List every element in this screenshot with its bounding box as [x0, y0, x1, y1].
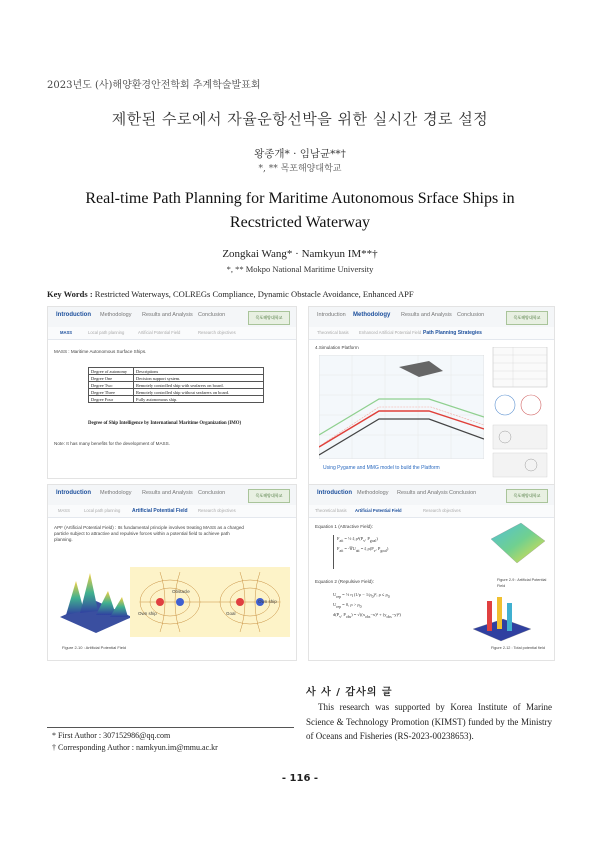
- nav-conclusion: Conclusion: [198, 312, 226, 318]
- nav-introduction: Introduction: [56, 312, 91, 318]
- keywords-label: Key Words :: [47, 289, 93, 299]
- footnote-first-author: * First Author : 307152986@qq.com: [52, 731, 171, 740]
- nav-introduction: Introduction: [56, 490, 91, 496]
- subnav-item: Path Planning Strategies: [423, 330, 482, 336]
- nav-methodology: Methodology: [357, 490, 389, 496]
- subnav-item: Artificial Potential Field: [138, 330, 181, 335]
- slide-apf: [47, 484, 297, 661]
- simulation-map: [319, 355, 484, 459]
- korean-title: 제한된 수로에서 자율운항선박을 위한 실시간 경로 설정: [111, 110, 489, 128]
- table-cell: Fully autonomous ship.: [134, 396, 264, 403]
- subnav-item: Local path planning: [88, 330, 125, 335]
- table-cell: Decision support system.: [134, 375, 264, 382]
- potential-field-3d: [56, 561, 136, 641]
- subnav-item: Artificial Potential Field: [132, 508, 188, 514]
- table-row: [89, 389, 264, 396]
- slide-simulation: [308, 306, 555, 486]
- slide-nav: [48, 307, 296, 328]
- subnav-item: Artificial Potential Field: [355, 508, 402, 513]
- nav-results: Results and Analysis: [397, 490, 448, 496]
- equation-2-label: Equation 2 (Repulsive Field):: [315, 579, 374, 584]
- total-field-plot: [469, 589, 535, 643]
- slide-nav: [309, 485, 554, 506]
- figure-caption-2: Figure 2-12 : Total potential field: [491, 646, 545, 650]
- label-obstacle: Obstacle: [172, 589, 190, 594]
- nav-conclusion: Conclusion: [457, 312, 485, 318]
- equation-1: $F_{att}$ = ½ ξ $\rho^2(P_v$, $P_{goal}$) $F_{att} = -\nabla U_{att} = \xi$ $\rho(P_v$, $P_{goal}$): [333, 535, 447, 569]
- slide-heading: 4.Simulation Platform: [315, 345, 359, 350]
- slide-equations: [308, 484, 555, 661]
- slide-nav: [309, 307, 554, 328]
- subnav-item: MASS: [58, 508, 70, 513]
- label-own-ship: Own ship: [138, 611, 157, 616]
- apf-description: APF (Artificial Potential Field) : Its fundamental principle involves treating MASS as a charged particle subject to attractive and repulsive forces within a potential field to achieve path planning.: [54, 525, 244, 543]
- equation-2: $U_{rep}$ = ½ η $(1/\rho - 1/\rho_0)^2$, $\rho \le \rho_0$ $U_{rep} = 0$, $\rho > \rho_0$ $d(P_v$, $P_{obs}) = √((x_{obs}-x)^2 + (y_{obs}-y)^2)$: [333, 592, 401, 619]
- subnav-item: Local path planning: [84, 508, 121, 513]
- subnav-item: Theoretical basis: [317, 330, 349, 335]
- footnote-divider: [47, 727, 294, 728]
- nav-results: Results and Analysis: [142, 312, 193, 318]
- nav-results: Results and Analysis: [401, 312, 452, 318]
- nav-conclusion: Conclusion: [449, 490, 477, 496]
- english-title: Real-time Path Planning for Maritime Autonomous Srface Ships in Recstricted Waterway: [85, 190, 515, 231]
- university-logo: 목포해양대학교: [506, 489, 548, 503]
- figure-caption-1: Figure 2-9 : Artificial Potential Field: [497, 578, 547, 589]
- table-header: Descriptions: [134, 368, 264, 375]
- keywords: [47, 289, 414, 299]
- nav-introduction: Introduction: [317, 312, 346, 318]
- label-own-ship-2: Own ship: [258, 599, 277, 604]
- acknowledgement-body: This research was supported by Korea Institute of Marine Science & Technology Promotion (KIMST) funded by the Ministry of Oceans and Fisheries (RS-2023-00238653).: [306, 702, 552, 741]
- slide-subnav: [48, 505, 296, 518]
- slide-note: Note: It has many benefits for the development of MASS.: [54, 441, 170, 446]
- page-number: - 116 -: [281, 773, 319, 784]
- table-cell: Remotely controlled ship without seafarers on board.: [134, 389, 264, 396]
- table-cell: Degree One: [89, 375, 134, 382]
- nav-methodology: Methodology: [353, 312, 391, 318]
- table-row: [89, 382, 264, 389]
- slide-heading: MASS : Maritime Autonomous Surface Ships.: [54, 349, 147, 354]
- slide-nav: [48, 485, 296, 506]
- subnav-item: Research objectives: [423, 508, 461, 513]
- table-header: Degree of autonomy: [89, 368, 134, 375]
- table-row: [89, 375, 264, 382]
- subnav-item: Enhanced Artificial Potential Field: [359, 330, 422, 335]
- table-cell: Remotely controlled ship with seafarers on board.: [134, 382, 264, 389]
- autonomy-table: [88, 367, 264, 403]
- attractive-surface-plot: [487, 519, 549, 577]
- english-authors: Zongkai Wang* · Namkyun IM**†: [222, 248, 378, 260]
- own-ship-marker: [156, 598, 164, 606]
- slide-subnav: [48, 327, 296, 340]
- korean-affiliation: *, ** 목포해양대학교: [258, 164, 342, 174]
- acknowledgement-title: 사 사 / 감사의 글: [306, 687, 393, 698]
- subnav-item: Theoretical basis: [315, 508, 347, 513]
- obstacle-marker: [176, 598, 184, 606]
- nav-methodology: Methodology: [100, 490, 132, 496]
- subnav-item: Research objectives: [198, 508, 236, 513]
- nav-introduction: Introduction: [317, 490, 352, 496]
- figure-caption: Figure 2-10 : Artificial Potential Field: [62, 645, 127, 650]
- nav-results: Results and Analysis: [142, 490, 193, 496]
- slide-subnav: [309, 327, 554, 340]
- goal-marker: [236, 598, 244, 606]
- slide-mass: [47, 306, 297, 479]
- conference-header: 2023년도 (사)해양환경안전학회 추계학술발표회: [47, 80, 261, 91]
- table-row: [89, 396, 264, 403]
- nav-conclusion: Conclusion: [198, 490, 226, 496]
- table-caption: Degree of Ship Intelligence by International Maritime Organization (IMO): [88, 421, 242, 426]
- slide-subnav: [309, 505, 554, 518]
- label-goal: Goal: [226, 611, 236, 616]
- table-cell: Degree Two: [89, 382, 134, 389]
- table-cell: Degree Three: [89, 389, 134, 396]
- equation-1-label: Equation 1 (Attractive Field):: [315, 524, 373, 529]
- table-cell: Degree Four: [89, 396, 134, 403]
- subnav-item: MASS: [60, 330, 73, 335]
- footnote-corresponding-author: † Corresponding Author : namkyun.im@mmu.ac.kr: [52, 743, 218, 752]
- english-affiliation: *, ** Mokpo National Maritime University: [226, 264, 374, 274]
- university-logo: 목포해양대학교: [248, 489, 290, 503]
- subnav-item: Research objectives: [198, 330, 236, 335]
- korean-authors: 왕종개* · 임남균**†: [254, 148, 346, 160]
- keywords-text: Restricted Waterways, COLREGs Compliance, Dynamic Obstacle Avoidance, Enhanced APF: [94, 289, 414, 299]
- slide-caption: Using Pygame and MMG model to build the Platform: [323, 465, 440, 471]
- nav-methodology: Methodology: [100, 312, 132, 318]
- university-logo: 목포해양대학교: [248, 311, 290, 325]
- side-figures: [491, 347, 549, 481]
- university-logo: 목포해양대학교: [506, 311, 548, 325]
